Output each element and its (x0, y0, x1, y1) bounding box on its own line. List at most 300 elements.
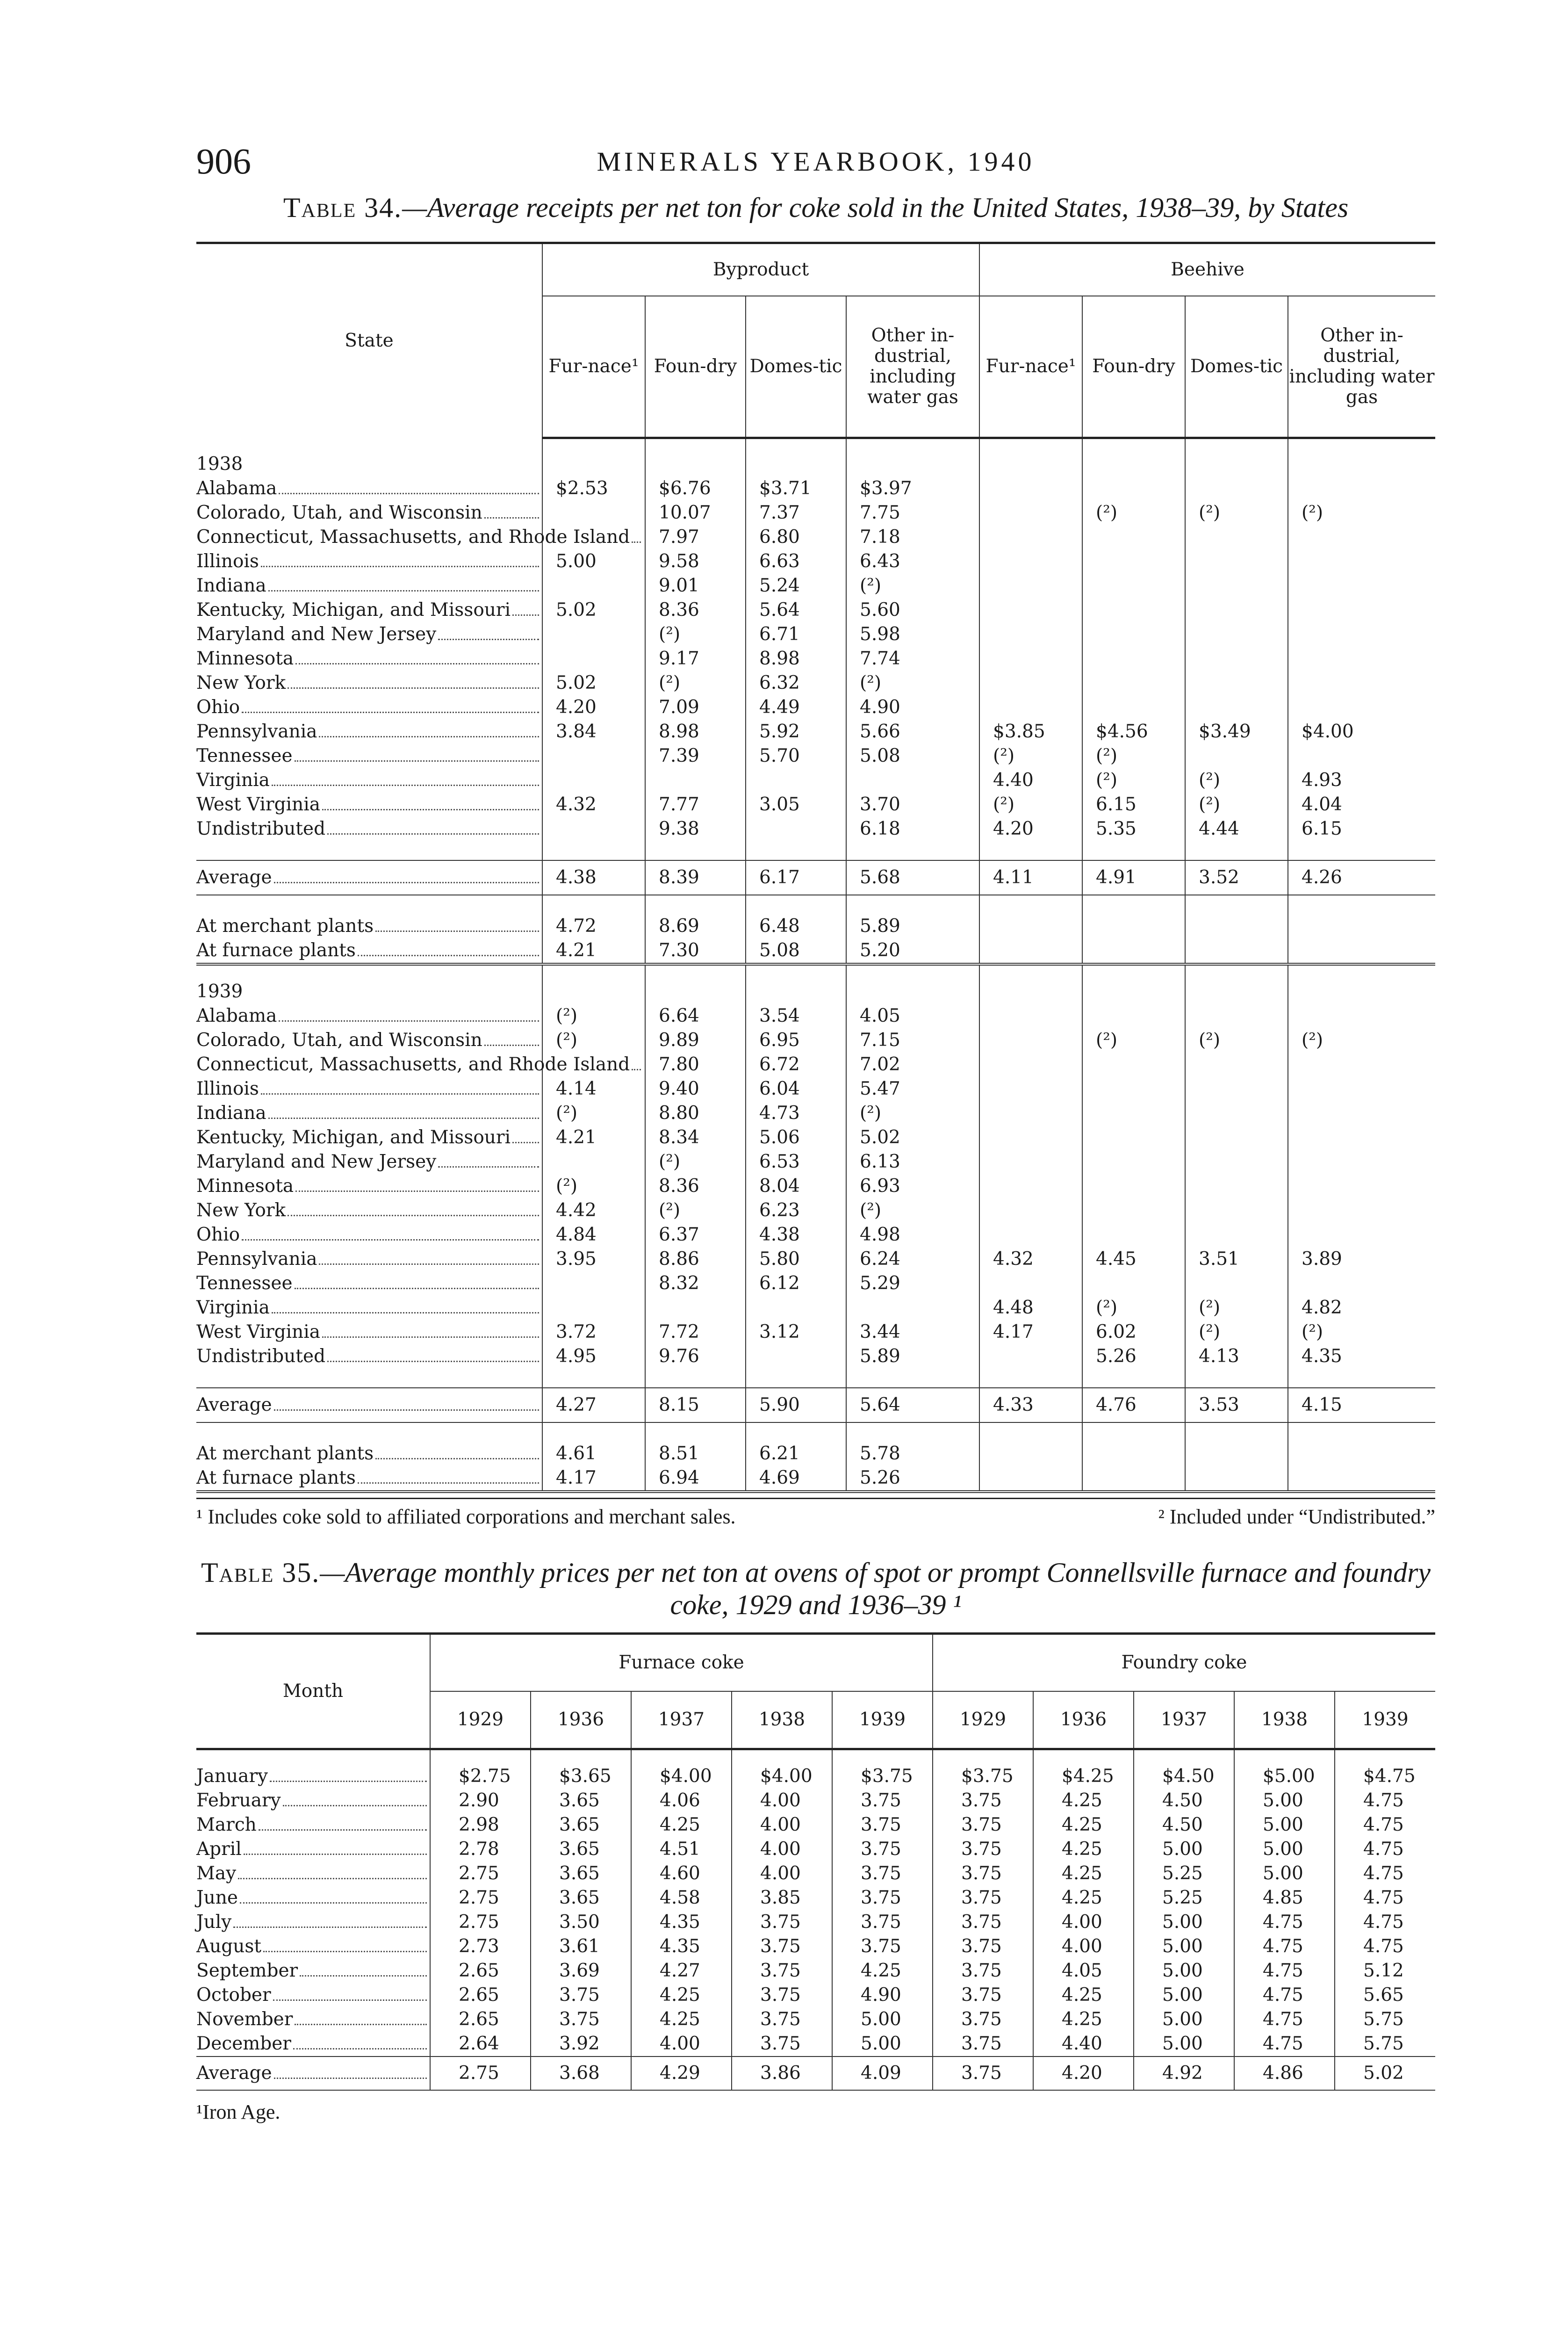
table34-empty-cell (1288, 1369, 1435, 1388)
table34-empty-cell (542, 1369, 645, 1388)
table34-row (196, 1320, 1435, 1344)
table34-state-cell-wrap (196, 1198, 542, 1223)
table34-empty-cell (542, 438, 645, 476)
table34-state-cell-wrap (196, 1247, 542, 1271)
table34-state-cell-text: Tennessee (196, 1272, 293, 1294)
table34-merchant-value: 8.69 (645, 914, 746, 938)
table34-value-cell: 5.89 (846, 1344, 979, 1369)
table34-state-cell (196, 1247, 542, 1271)
table34-value-cell: (²) (1185, 1320, 1288, 1344)
table35-value-cell: 3.75 (933, 1813, 1033, 1837)
table34-row (196, 1004, 1435, 1028)
table34-state-cell (196, 1028, 542, 1053)
table34-state-cell-wrap (196, 1223, 542, 1247)
table35-average-value: 3.68 (531, 2057, 631, 2090)
table34-empty-cell (645, 438, 746, 476)
table34-value-cell (1185, 1077, 1288, 1101)
table34-value-cell: 4.32 (542, 793, 645, 817)
table34-state-cell-text: Ohio (196, 1224, 240, 1245)
table34-group-byproduct: Byproduct (542, 243, 979, 296)
table34-value-cell: 6.13 (846, 1150, 979, 1174)
table35-value-cell: 4.25 (1033, 1813, 1134, 1837)
table35-year-header: 1937 (1134, 1691, 1234, 1749)
table34-average-value: 3.53 (1185, 1388, 1288, 1422)
table35-average-label-wrap (196, 2057, 430, 2090)
table34-value-cell: 5.06 (746, 1126, 846, 1150)
dot-leader (512, 614, 539, 616)
table34-state-cell-text: Minnesota (196, 1175, 294, 1197)
table34-empty-cell (1288, 895, 1435, 914)
table34-empty-cell (746, 1369, 846, 1388)
table34-value-cell (1082, 695, 1185, 720)
table35-month-cell-text: June (196, 1887, 238, 1908)
table34-state-cell-text: Alabama (196, 477, 277, 499)
table34-value-cell (1288, 525, 1435, 549)
table35-month-cell (196, 1959, 430, 1983)
table34-value-cell: 9.40 (645, 1077, 746, 1101)
table34-value-cell: 9.38 (645, 817, 746, 841)
table34-row (196, 1028, 1435, 1053)
table34-value-cell: (²) (1288, 501, 1435, 525)
table34-footnote-1: ¹ Includes coke sold to affiliated corporations and merchant sales. (196, 1505, 736, 1528)
table35-value-cell: 4.58 (631, 1886, 732, 1910)
table34-furnace-label-wrap (196, 938, 542, 963)
table34-state-cell (196, 1344, 542, 1369)
page-header (196, 140, 1435, 192)
table35-month-cell-wrap (196, 1910, 430, 1934)
table35-value-cell: 4.75 (1234, 2007, 1335, 2032)
table34-caption (196, 192, 1435, 224)
table35-footnote: ¹Iron Age. (196, 2100, 281, 2123)
table34-value-cell (1082, 1271, 1185, 1296)
table35-value-cell: 3.75 (531, 1983, 631, 2007)
table34-value-cell: (²) (846, 671, 979, 695)
table34-average-value: 4.15 (1288, 1388, 1435, 1422)
table34-state-cell-text: Tennessee (196, 745, 293, 766)
table35-value-cell: 3.65 (531, 1789, 631, 1813)
table34-value-cell: 4.40 (979, 768, 1082, 793)
table34-state-cell-text: Indiana (196, 575, 266, 596)
table34-state-cell (196, 1296, 542, 1320)
table34-merchant-value: 6.48 (746, 914, 846, 938)
table34-value-cell: (²) (846, 1101, 979, 1126)
table34-furnace-value (979, 938, 1082, 964)
table34-merchant-value (1288, 914, 1435, 938)
table34-row (196, 525, 1435, 549)
table35-month-cell (196, 1983, 430, 2007)
dot-leader (295, 2024, 427, 2025)
dot-leader (375, 1458, 539, 1459)
table35-value-cell: 4.25 (631, 1983, 732, 2007)
table34-value-cell (1185, 671, 1288, 695)
table34-state-cell-wrap (196, 671, 542, 695)
table34-state-cell-text: Virginia (196, 769, 270, 791)
table35-value-cell: 5.00 (1134, 1983, 1234, 2007)
table35-year-header: 1937 (631, 1691, 732, 1749)
table35-value-cell: 4.35 (631, 1934, 732, 1959)
table34-furnace-value: 5.20 (846, 938, 979, 964)
table35-value-cell: 4.75 (1335, 1910, 1435, 1934)
table34-state-cell (196, 1077, 542, 1101)
table34-empty-cell (746, 964, 846, 1004)
table35-value-cell: $3.75 (832, 1749, 933, 1789)
table34-value-cell: 5.80 (746, 1247, 846, 1271)
table34-state-cell-text: West Virginia (196, 1321, 320, 1342)
table34-value-cell (1288, 1053, 1435, 1077)
table35-value-cell: 4.60 (631, 1862, 732, 1886)
table35-month-cell-wrap (196, 1764, 430, 1789)
table34-state-header: State (196, 243, 542, 438)
table35-month-cell-wrap (196, 1837, 430, 1862)
table34-row (196, 598, 1435, 622)
table34-value-cell: 6.93 (846, 1174, 979, 1198)
table35-value-cell: 4.25 (1033, 1837, 1134, 1862)
table34-value-cell: 9.58 (645, 549, 746, 574)
table34-furnace-value: 6.94 (645, 1466, 746, 1492)
table35-year-header: 1939 (1335, 1691, 1435, 1749)
table34-empty-cell (196, 895, 542, 914)
table34-average-value: 4.27 (542, 1388, 645, 1422)
table35-row (196, 1862, 1435, 1886)
table34-row (196, 695, 1435, 720)
table34-value-cell: 4.82 (1288, 1296, 1435, 1320)
table34-year-label: 1939 (196, 981, 243, 1002)
table35-month-cell-text: October (196, 1984, 271, 2006)
table34-value-cell: 7.15 (846, 1028, 979, 1053)
table34-state-cell (196, 647, 542, 671)
table35-value-cell: 4.75 (1234, 1983, 1335, 2007)
table35-value-cell: 5.12 (1335, 1959, 1435, 1983)
table34-value-cell: (²) (1082, 1296, 1185, 1320)
table34-state-cell-text: Pennsylvania (196, 721, 317, 742)
table35-value-cell: 4.00 (732, 1813, 832, 1837)
table34-state-cell-text: Virginia (196, 1297, 270, 1318)
table34-value-cell (1288, 1101, 1435, 1126)
table35-average-value: 4.20 (1033, 2057, 1134, 2090)
table34-value-cell: 4.35 (1288, 1344, 1435, 1369)
table35-value-cell: 3.75 (832, 1910, 933, 1934)
table34-value-cell (645, 768, 746, 793)
table34-value-cell (979, 1126, 1082, 1150)
table34-value-cell (979, 1101, 1082, 1126)
table35-value-cell: 3.75 (732, 1983, 832, 2007)
table34-state-cell (196, 1004, 542, 1028)
table35-group-foundry: Foundry coke (933, 1633, 1435, 1691)
table34-average-value: 4.26 (1288, 860, 1435, 895)
table34-value-cell: (²) (645, 1198, 746, 1223)
table35-value-cell: 2.75 (430, 1862, 531, 1886)
table34-state-cell (196, 1198, 542, 1223)
table34-value-cell (1185, 647, 1288, 671)
table34-state-cell (196, 1223, 542, 1247)
dot-leader (295, 1288, 539, 1289)
table34-average-value: 4.91 (1082, 860, 1185, 895)
table34-furnace-value (1082, 938, 1185, 964)
table34-value-cell (542, 574, 645, 598)
table35-month-cell (196, 2032, 430, 2057)
table35-month-cell-text: February (196, 1790, 281, 1811)
table34-state-cell-wrap (196, 622, 542, 647)
table34-value-cell (1288, 744, 1435, 768)
table34-merchant-value: 5.89 (846, 914, 979, 938)
table35-year-header: 1929 (933, 1691, 1033, 1749)
table35-value-cell: 5.00 (1234, 1862, 1335, 1886)
table34-value-cell: 5.26 (1082, 1344, 1185, 1369)
table35-value-cell: 2.78 (430, 1837, 531, 1862)
table34-empty-cell (196, 1422, 542, 1442)
table34-value-cell (979, 622, 1082, 647)
table35-average-value: 4.86 (1234, 2057, 1335, 2090)
table34-row (196, 1174, 1435, 1198)
table35-value-cell: 3.85 (732, 1886, 832, 1910)
table35-value-cell: 5.75 (1335, 2032, 1435, 2057)
table34-state-cell-wrap (196, 744, 542, 768)
table35-value-cell: 3.75 (933, 1862, 1033, 1886)
table34-value-cell (979, 1174, 1082, 1198)
table34-state-cell-text: Undistributed (196, 1345, 326, 1367)
table34-value-cell: 6.02 (1082, 1320, 1185, 1344)
table35-value-cell: 3.75 (933, 1983, 1033, 2007)
dot-leader (632, 1069, 641, 1070)
table34-value-cell: $3.85 (979, 720, 1082, 744)
table34-value-cell: 5.64 (746, 598, 846, 622)
table34-value-cell (542, 744, 645, 768)
table34-state-cell-wrap (196, 647, 542, 671)
table34-value-cell: (²) (1185, 768, 1288, 793)
table34-average-label-text: Average (196, 1394, 272, 1415)
table34-value-cell (1288, 549, 1435, 574)
table34-value-cell (1082, 622, 1185, 647)
table35-value-cell: 4.25 (631, 2007, 732, 2032)
table34-value-cell: 10.07 (645, 501, 746, 525)
table34-col-header: Other in-dustrial, including water gas (846, 296, 979, 438)
table34-state-cell (196, 720, 542, 744)
table34-value-cell (1185, 1223, 1288, 1247)
table35-value-cell: 3.75 (933, 1910, 1033, 1934)
table34-state-cell-text: Undistributed (196, 818, 326, 839)
table35-value-cell: 3.61 (531, 1934, 631, 1959)
table35-value-cell: 5.00 (1234, 1837, 1335, 1862)
table35-month-cell-wrap (196, 1789, 430, 1813)
table35-value-cell: 4.75 (1335, 1837, 1435, 1862)
table35-value-cell: 3.75 (832, 1813, 933, 1837)
table35-month-cell-text: November (196, 2008, 293, 2030)
dot-leader (295, 1191, 539, 1192)
table34-value-cell: (²) (542, 1101, 645, 1126)
table35-value-cell: 4.50 (1134, 1813, 1234, 1837)
table34-value-cell: 9.17 (645, 647, 746, 671)
table34-footnotes (196, 1498, 1435, 1529)
table35-value-cell: $4.00 (631, 1749, 732, 1789)
table35-value-cell: 3.75 (933, 2032, 1033, 2057)
table34-average-value: 5.90 (746, 1388, 846, 1422)
table34-state-cell-wrap (196, 817, 542, 841)
table35-month-cell-wrap (196, 2032, 430, 2056)
table34-state-cell (196, 1101, 542, 1126)
table34-value-cell (1185, 598, 1288, 622)
table34-value-cell: 9.89 (645, 1028, 746, 1053)
table35-value-cell: 3.75 (732, 1910, 832, 1934)
dot-leader (274, 1409, 539, 1411)
table34-value-cell: 7.39 (645, 744, 746, 768)
table34-spacer-row (196, 841, 1435, 860)
table35-month-cell (196, 1886, 430, 1910)
table34-row (196, 501, 1435, 525)
table34-value-cell (1288, 1126, 1435, 1150)
table34-furnace-row (196, 938, 1435, 964)
table34-state-cell-text: Minnesota (196, 648, 294, 669)
table34-value-cell (1288, 695, 1435, 720)
table34-merchant-row (196, 1442, 1435, 1466)
table34-average-value: 4.38 (542, 860, 645, 895)
table35-value-cell: 4.25 (1033, 1862, 1134, 1886)
dot-leader (322, 1336, 539, 1338)
table34-row (196, 1101, 1435, 1126)
table35-value-cell: 3.65 (531, 1837, 631, 1862)
table34-value-cell: 3.89 (1288, 1247, 1435, 1271)
table34-value-cell (1082, 1223, 1185, 1247)
table35-value-cell: 4.25 (1033, 1789, 1134, 1813)
table34-state-cell-wrap (196, 1271, 542, 1296)
table35-average-value: 4.29 (631, 2057, 732, 2090)
table34-furnace-value: 4.21 (542, 938, 645, 964)
table34-value-cell: 5.00 (542, 549, 645, 574)
table34-value-cell: 6.43 (846, 549, 979, 574)
table35-value-cell: $3.65 (531, 1749, 631, 1789)
table35-month-cell-text: December (196, 2033, 291, 2054)
table35-value-cell: 3.75 (732, 2032, 832, 2057)
table34-furnace-row (196, 1466, 1435, 1492)
table34-row (196, 1247, 1435, 1271)
table34-value-cell: 6.53 (746, 1150, 846, 1174)
dot-leader (327, 833, 539, 835)
table34-row (196, 1077, 1435, 1101)
dot-leader (319, 736, 539, 737)
table34-value-cell: $3.71 (746, 476, 846, 501)
table34-state-cell-text: Indiana (196, 1102, 266, 1124)
dot-leader (233, 1927, 427, 1928)
table35-value-cell: $4.75 (1335, 1749, 1435, 1789)
table35-value-cell: 3.75 (933, 2007, 1033, 2032)
table35-year-header: 1939 (832, 1691, 933, 1749)
table34-empty-cell (1185, 895, 1288, 914)
table34-furnace-label-wrap (196, 1466, 542, 1490)
table34-value-cell (542, 817, 645, 841)
table34-merchant-label-wrap (196, 1442, 542, 1466)
table34-value-cell (1288, 671, 1435, 695)
table34-value-cell (1082, 598, 1185, 622)
table34-value-cell (1288, 622, 1435, 647)
table34-merchant-value (1082, 1442, 1185, 1466)
table35-value-cell: 4.25 (832, 1959, 933, 1983)
table34-value-cell (1185, 1004, 1288, 1028)
table34-value-cell: (²) (1185, 793, 1288, 817)
table34-average-value: 4.76 (1082, 1388, 1185, 1422)
table34-row (196, 768, 1435, 793)
table34-state-cell-wrap (196, 598, 542, 622)
table35-value-cell: 4.00 (732, 1862, 832, 1886)
table34-average-value: 5.64 (846, 1388, 979, 1422)
table34-value-cell: 4.42 (542, 1198, 645, 1223)
table34-value-cell: 3.05 (746, 793, 846, 817)
table34-furnace-value (1082, 1466, 1185, 1492)
table34-value-cell (1082, 1150, 1185, 1174)
table34-state-cell-wrap (196, 1174, 542, 1198)
table35-average-value: 5.02 (1335, 2057, 1435, 2090)
table34-state-cell-wrap (196, 1028, 542, 1053)
table34-state-cell (196, 525, 630, 549)
table34-row (196, 671, 1435, 695)
table34-average-value: 5.68 (846, 860, 979, 895)
table34-value-cell (979, 574, 1082, 598)
table34-value-cell: (²) (542, 1028, 645, 1053)
table34-empty-cell (979, 841, 1082, 860)
table34-value-cell: 7.18 (846, 525, 979, 549)
dot-leader (358, 1482, 539, 1484)
table35-value-cell: 3.75 (832, 1837, 933, 1862)
table34-empty-cell (746, 438, 846, 476)
table34-value-cell (1082, 476, 1185, 501)
table34-furnace-value (1288, 938, 1435, 964)
table34-row (196, 817, 1435, 841)
table34-value-cell (1082, 647, 1185, 671)
dot-leader (261, 1093, 539, 1095)
table34-value-cell: 3.70 (846, 793, 979, 817)
table34-value-cell (1185, 549, 1288, 574)
table34-value-cell: 5.02 (846, 1126, 979, 1150)
table35-year-header: 1936 (1033, 1691, 1134, 1749)
dot-leader (322, 809, 539, 810)
table34-state-cell (196, 1150, 542, 1174)
table34-state-cell (196, 1053, 630, 1077)
table34-year-row (196, 438, 1435, 476)
table34-row (196, 476, 1435, 501)
dot-leader (263, 1951, 427, 1952)
table34-value-cell (542, 1150, 645, 1174)
dot-leader (288, 687, 539, 689)
table34-furnace-value (1288, 1466, 1435, 1492)
table35-value-cell: 5.00 (1134, 2007, 1234, 2032)
table35-value-cell: 3.75 (531, 2007, 631, 2032)
table34-average-label-text: Average (196, 866, 272, 888)
dot-leader (632, 541, 641, 543)
table35-row (196, 1910, 1435, 1934)
table34-value-cell: (²) (1185, 1028, 1288, 1053)
table34-value-cell: 3.44 (846, 1320, 979, 1344)
table35-value-cell: $3.75 (933, 1749, 1033, 1789)
table35-row (196, 1983, 1435, 2007)
table35-value-cell: 4.00 (1033, 1934, 1134, 1959)
table34-value-cell: 8.98 (645, 720, 746, 744)
table35-month-cell (196, 1837, 430, 1862)
dot-leader (288, 1215, 539, 1216)
table34-empty-cell (1185, 438, 1288, 476)
table34-merchant-value (979, 914, 1082, 938)
table34-value-cell (542, 622, 645, 647)
table34-value-cell: (²) (979, 744, 1082, 768)
table35-average-value: 4.92 (1134, 2057, 1234, 2090)
dot-leader (279, 493, 539, 494)
table34-value-cell (1082, 1101, 1185, 1126)
table34-value-cell (645, 1296, 746, 1320)
table34-value-cell: 4.84 (542, 1223, 645, 1247)
table35-value-cell: 5.25 (1134, 1886, 1234, 1910)
table34-state-cell (196, 671, 542, 695)
dot-leader (512, 1142, 539, 1143)
table34-value-cell: (²) (542, 1004, 645, 1028)
table34-value-cell (979, 1053, 1082, 1077)
table34-value-cell (1082, 1004, 1185, 1028)
